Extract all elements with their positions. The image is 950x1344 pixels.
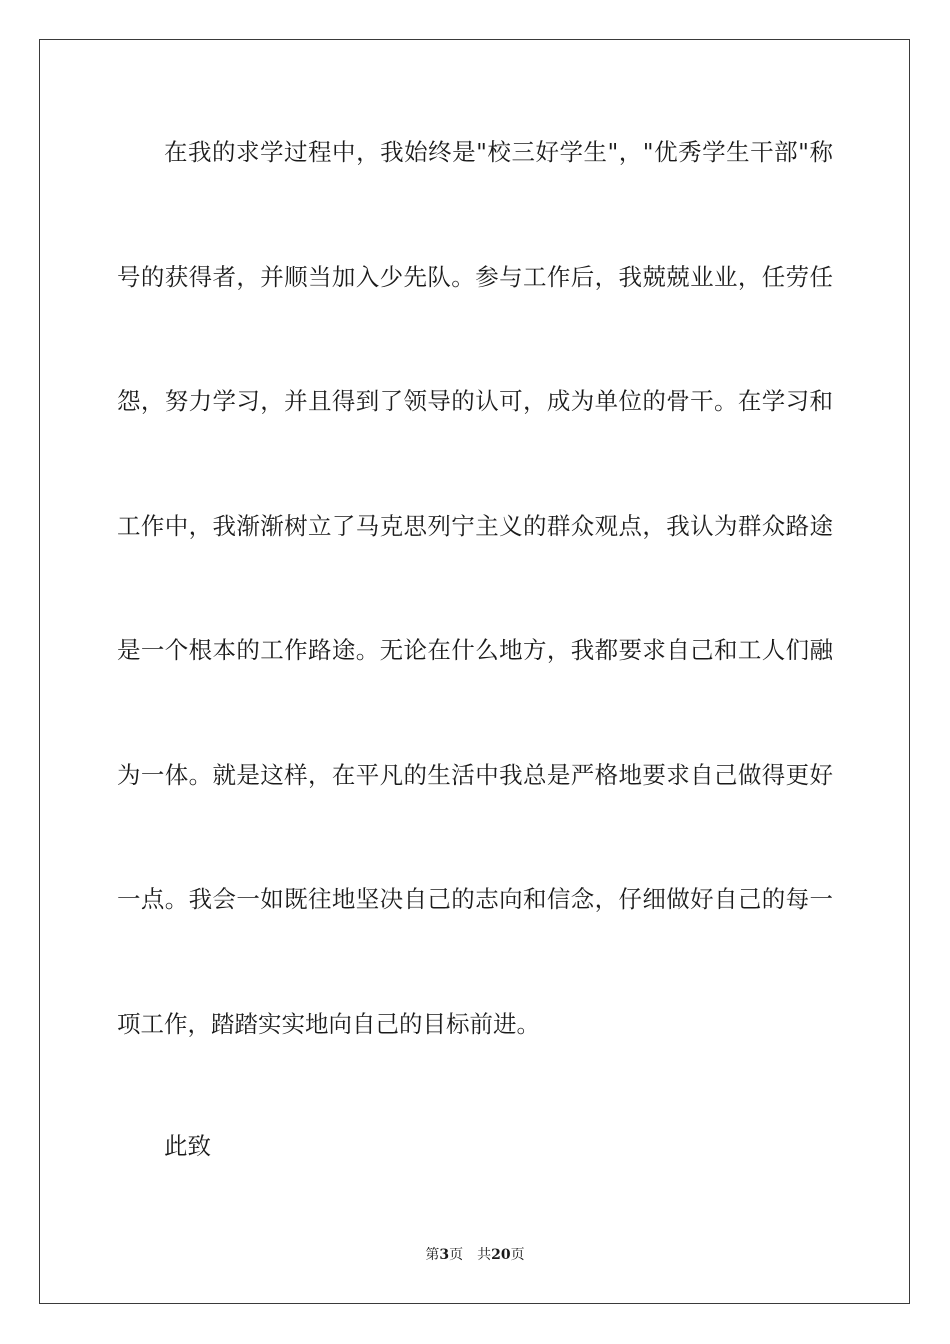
paragraph-line-6: 为一体。就是这样，在平凡的生活中我总是严格地要求自己做得更好 bbox=[117, 761, 833, 789]
paragraph-line-7: 一点。我会一如既往地坚决自己的志向和信念，仔细做好自己的每一 bbox=[117, 885, 833, 913]
page-suffix: 页 bbox=[449, 1247, 464, 1263]
page-total: 20 bbox=[491, 1247, 511, 1263]
paragraph-line-4: 工作中，我渐渐树立了马克思列宁主义的群众观点，我认为群众路途 bbox=[117, 512, 833, 540]
page-prefix: 第 bbox=[425, 1247, 440, 1263]
paragraph-line-2: 号的获得者，并顺当加入少先队。参与工作后，我兢兢业业，任劳任 bbox=[117, 263, 833, 291]
page-current: 3 bbox=[439, 1247, 450, 1263]
total-prefix: 共 bbox=[477, 1247, 492, 1263]
paragraph-line-1: 在我的求学过程中，我始终是"校三好学生"，"优秀学生干部"称 bbox=[164, 138, 833, 166]
paragraph-line-3: 怨，努力学习，并且得到了领导的认可，成为单位的骨干。在学习和 bbox=[117, 387, 833, 415]
page-border bbox=[39, 39, 910, 1304]
paragraph-line-8: 项工作，踏踏实实地向自己的目标前进。 bbox=[117, 1010, 540, 1038]
page-footer bbox=[0, 1246, 950, 1264]
closing-salutation: 此致 bbox=[164, 1132, 211, 1160]
paragraph-line-5: 是一个根本的工作路途。无论在什么地方，我都要求自己和工人们融 bbox=[117, 636, 833, 664]
total-suffix: 页 bbox=[510, 1247, 525, 1263]
